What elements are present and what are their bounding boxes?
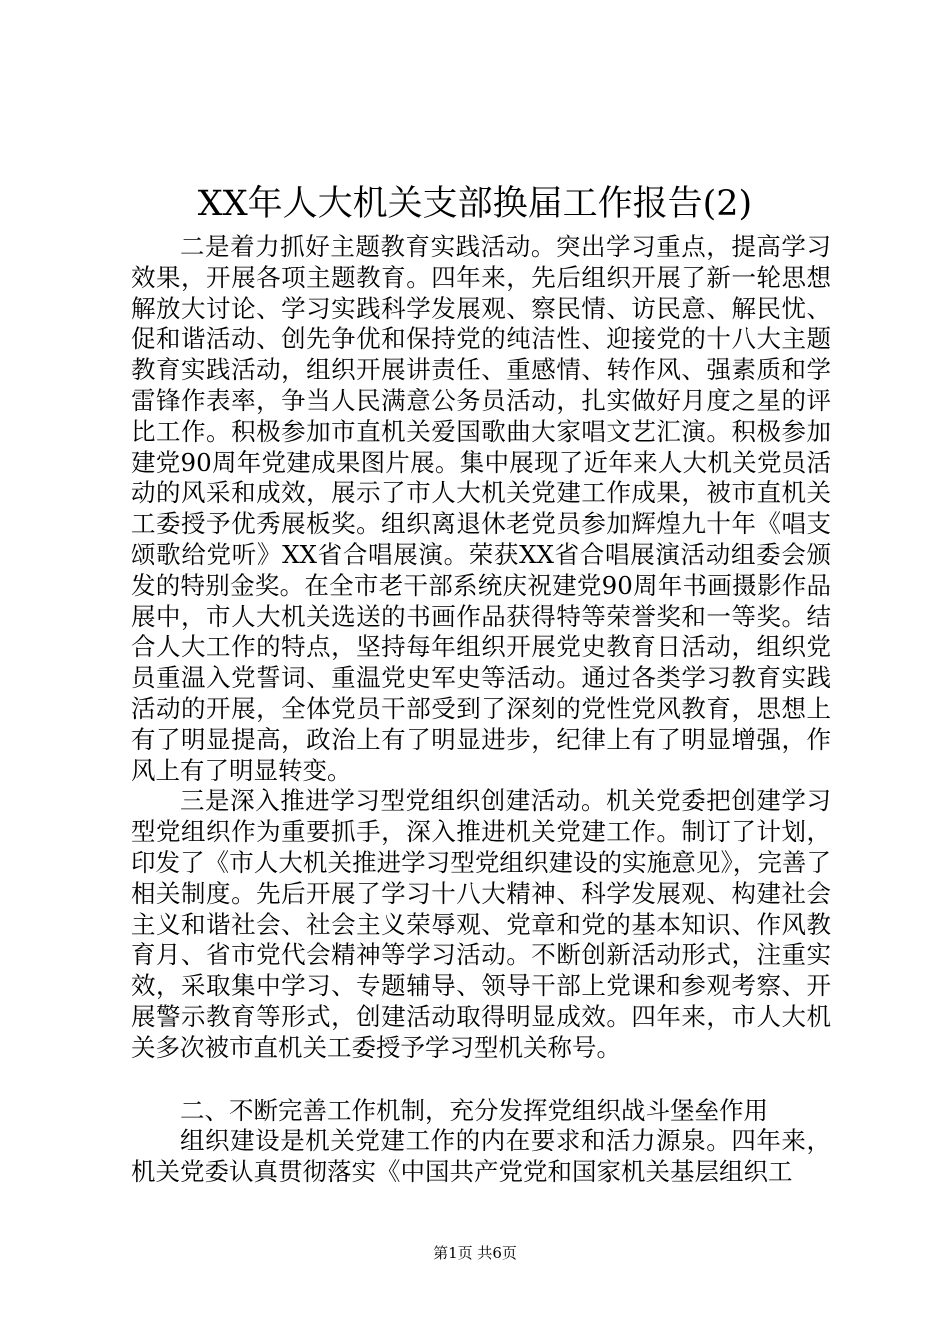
page-number-footer: 第1页 共6页 (433, 1244, 517, 1262)
paragraph-learning-organization: 三是深入推进学习型党组织创建活动。机关党委把创建学习型党组织作为重要抓手，深入推进机关党建工作。制订了计划，印发了《市人大机关推进学习型党组织建设的实施意见》，完善了相关制度。先后开展了学习十八大精神、科学发展观、构建社会主义和谐社会、社会主义荣辱观、党章和党的基本知识、作风教育月、省市党代会精神等学习活动。不断创新活动形式，注重实效，采取集中学习、专题辅导、领导干部上党课和参观考察、开展警示教育等形式，创建活动取得明显成效。四年来，市人大机关多次被市直机关工委授予学习型机关称号。 (131, 786, 831, 1062)
paragraph-theme-education: 二是着力抓好主题教育实践活动。突出学习重点，提高学习效果，开展各项主题教育。四年来，先后组织开展了新一轮思想解放大讨论、学习实践科学发展观、察民情、访民意、解民忧、促和谐活动、创先争优和保持党的纯洁性、迎接党的十八大主题教育实践活动，组织开展讲责任、重感情、转作风、强素质和学雷锋作表率，争当人民满意公务员活动，扎实做好月度之星的评比工作。积极参加市直机关爱国歌曲大家唱文艺汇演。积极参加建党90周年党建成果图片展。集中展现了近年来人大机关党员活动的风采和成效，展示了市人大机关党建工作成果，被市直机关工委授予优秀展板奖。组织离退休老党员参加辉煌九十年《唱支颂歌给党听》XX省合唱展演。荣获XX省合唱展演活动组委会颁发的特别金奖。在全市老干部系统庆祝建党90周年书画摄影作品展中，市人大机关选送的书画作品获得特等荣誉奖和一等奖。结合人大工作的特点，坚持每年组织开展党史教育日活动，组织党员重温入党誓词、重温党史军史等活动。通过各类学习教育实践活动的开展，全体党员干部受到了深刻的党性党风教育，思想上有了明显提高，政治上有了明显进步，纪律上有了明显增强，作风上有了明显转变。 (131, 232, 831, 785)
document-title: XX年人大机关支部换届工作报告(2) (197, 184, 753, 224)
section-heading: 二、不断完善工作机制，充分发挥党组织战斗堡垒作用 (180, 1095, 768, 1125)
paragraph-organization-building: 组织建设是机关党建工作的内在要求和活力源泉。四年来，机关党委认真贯彻落实《中国共产党党和国家机关基层组织工 (131, 1126, 831, 1187)
document-body (131, 232, 831, 1188)
